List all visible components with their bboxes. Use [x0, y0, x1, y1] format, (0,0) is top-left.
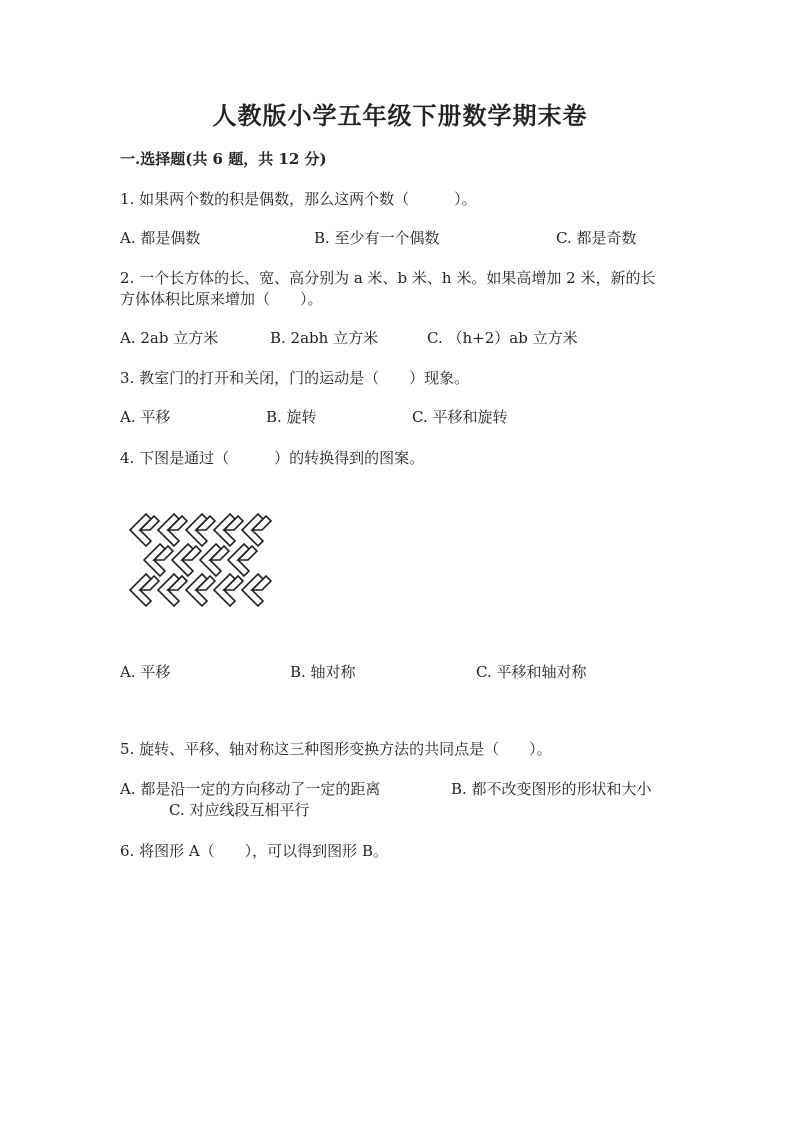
question-5-option-b: B. 都不改变图形的形状和大小: [451, 780, 652, 798]
tessellation-figure: [120, 500, 280, 626]
question-4-option-c: C. 平移和轴对称: [476, 663, 587, 681]
tile-row-1: [130, 514, 271, 546]
question-5-option-c: C. 对应线段互相平行: [169, 801, 310, 819]
question-4-option-b: B. 轴对称: [290, 663, 356, 681]
question-3-option-a: A. 平移: [120, 408, 171, 426]
question-2-option-b: B. 2abh 立方米: [270, 329, 379, 347]
question-1-option-c: C. 都是奇数: [556, 229, 637, 247]
question-2-option-a: A. 2ab 立方米: [120, 329, 219, 347]
page-title: 人教版小学五年级下册数学期末卷: [212, 101, 588, 130]
question-1-stem: 1. 如果两个数的积是偶数，那么这两个数（ ）。: [120, 190, 477, 208]
question-2-stem-line-2: 方体体积比原来增加（ ）。: [120, 290, 323, 308]
question-4-option-a: A. 平移: [120, 663, 171, 681]
question-1-option-b: B. 至少有一个偶数: [314, 229, 440, 247]
question-3-option-c: C. 平移和旋转: [412, 408, 508, 426]
question-3-stem: 3. 教室门的打开和关闭，门的运动是（ ）现象。: [120, 369, 470, 387]
question-6-stem: 6. 将图形 A（ ），可以得到图形 B。: [120, 842, 388, 860]
tile-row-2: [144, 544, 257, 576]
question-2-stem-line-1: 2. 一个长方体的长、宽、高分别为 a 米、b 米、h 米。如果高增加 2 米，新的长: [120, 269, 656, 287]
tile-row-3: [130, 574, 271, 606]
question-4-stem: 4. 下图是通过（ ）的转换得到的图案。: [120, 449, 425, 467]
question-5-stem: 5. 旋转、平移、轴对称这三种图形变换方法的共同点是（ ）。: [120, 740, 552, 758]
question-1-option-a: A. 都是偶数: [120, 229, 201, 247]
question-5-option-a: A. 都是沿一定的方向移动了一定的距离: [120, 780, 381, 798]
question-2-option-c: C. （h+2）ab 立方米: [427, 329, 578, 347]
section-heading: 一.选择题(共 6 题，共 12 分): [120, 150, 327, 168]
question-3-option-b: B. 旋转: [266, 408, 317, 426]
